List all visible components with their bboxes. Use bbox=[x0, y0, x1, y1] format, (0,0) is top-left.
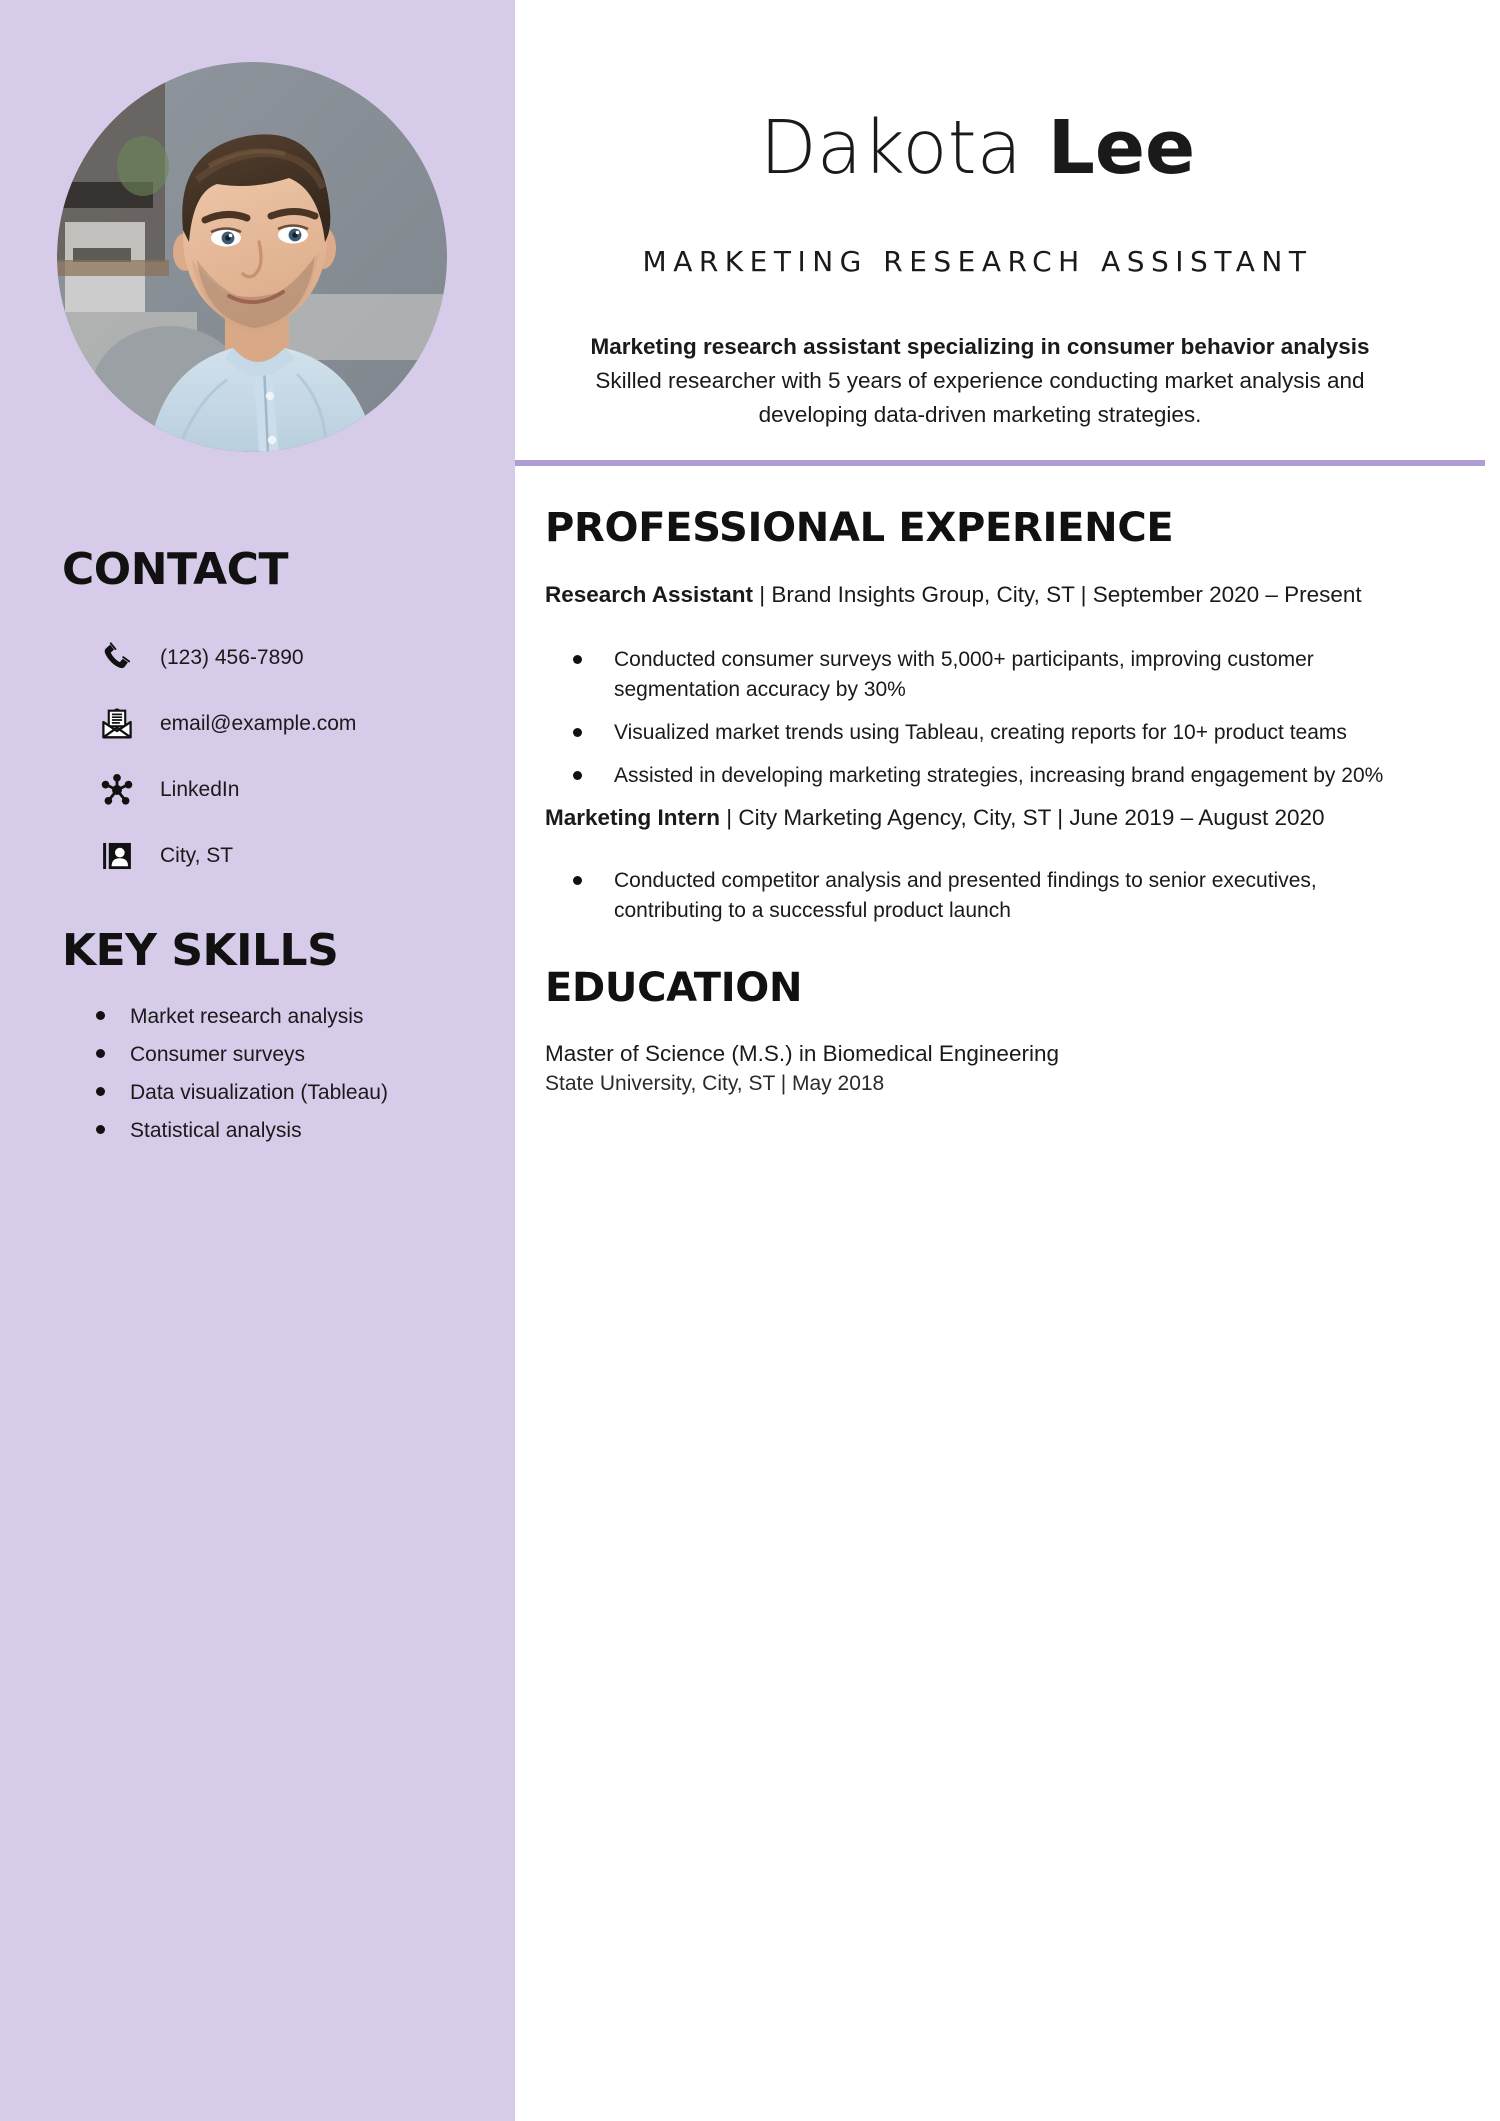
contact-item-phone[interactable] bbox=[96, 625, 496, 691]
list-item bbox=[573, 645, 1453, 705]
skill-label: Market research analysis bbox=[130, 1005, 364, 1028]
skill-item bbox=[96, 1081, 496, 1119]
bullet-text: Conducted competitor analysis and presented findings to senior executives, contributing to a successful product launch bbox=[614, 869, 1317, 922]
network-icon bbox=[96, 769, 138, 811]
experience-role: Marketing Intern bbox=[545, 805, 721, 830]
contact-value-linkedin: LinkedIn bbox=[160, 778, 240, 801]
education-heading: EDUCATION bbox=[545, 965, 803, 1011]
skills-list bbox=[96, 1005, 496, 1157]
envelope-icon bbox=[96, 703, 138, 745]
experience-bullets bbox=[573, 866, 1453, 939]
given-name: Dakota bbox=[759, 105, 1022, 191]
bullet-icon bbox=[96, 1049, 105, 1058]
summary-lead: Marketing research assistant specializing in consumer behavior analysis bbox=[590, 334, 1370, 359]
experience-meta: | Brand Insights Group, City, ST | September 2020 – Present bbox=[753, 582, 1362, 607]
bullet-icon bbox=[573, 655, 582, 664]
bullet-icon bbox=[573, 728, 582, 737]
page-title bbox=[515, 105, 1440, 191]
experience-entry-header bbox=[545, 803, 1465, 833]
experience-entry-header bbox=[545, 580, 1465, 610]
bullet-text: Conducted consumer surveys with 5,000+ participants, improving customer segmentation accuracy by 30% bbox=[614, 648, 1314, 701]
education-entry bbox=[545, 1038, 1465, 1099]
avatar bbox=[57, 62, 447, 452]
skill-item bbox=[96, 1043, 496, 1081]
list-item bbox=[573, 761, 1453, 791]
contact-value-email: email@example.com bbox=[160, 712, 357, 735]
contact-list bbox=[96, 625, 496, 889]
sidebar bbox=[0, 0, 515, 2121]
experience-role: Research Assistant bbox=[545, 582, 754, 607]
skill-item bbox=[96, 1005, 496, 1043]
skill-label: Consumer surveys bbox=[130, 1043, 306, 1066]
experience-heading: PROFESSIONAL EXPERIENCE bbox=[545, 505, 1174, 551]
header-divider bbox=[515, 460, 1485, 466]
education-degree: Master of Science (M.S.) in Biomedical Engineering bbox=[545, 1041, 1059, 1066]
experience-meta: | City Marketing Agency, City, ST | June 2019 – August 2020 bbox=[720, 805, 1325, 830]
profile-summary bbox=[545, 330, 1415, 432]
bullet-icon bbox=[96, 1087, 105, 1096]
family-name: Lee bbox=[1047, 105, 1196, 191]
skill-label: Statistical analysis bbox=[130, 1119, 302, 1142]
contact-item-location[interactable] bbox=[96, 823, 496, 889]
id-card-icon bbox=[96, 835, 138, 877]
bullet-text: Assisted in developing marketing strategies, increasing brand engagement by 20% bbox=[614, 764, 1384, 787]
contact-item-linkedin[interactable] bbox=[96, 757, 496, 823]
education-school: State University, City, ST | May 2018 bbox=[545, 1072, 885, 1095]
portrait-photo bbox=[57, 62, 447, 452]
contact-value-phone: (123) 456-7890 bbox=[160, 646, 304, 669]
skill-item bbox=[96, 1119, 496, 1157]
bullet-text: Visualized market trends using Tableau, creating reports for 10+ product teams bbox=[614, 721, 1347, 744]
skills-heading: KEY SKILLS bbox=[62, 925, 339, 976]
experience-bullets bbox=[573, 645, 1453, 804]
phone-icon bbox=[96, 637, 138, 679]
bullet-icon bbox=[96, 1011, 105, 1020]
bullet-icon bbox=[96, 1125, 105, 1134]
contact-heading: CONTACT bbox=[62, 544, 288, 595]
contact-value-location: City, ST bbox=[160, 844, 234, 867]
skill-label: Data visualization (Tableau) bbox=[130, 1081, 388, 1104]
bullet-icon bbox=[573, 771, 582, 780]
job-title: MARKETING RESEARCH ASSISTANT bbox=[642, 245, 1313, 278]
list-item bbox=[573, 718, 1453, 748]
bullet-icon bbox=[573, 876, 582, 885]
summary-body: Skilled researcher with 5 years of experience conducting market analysis and developing data-driven marketing strategies. bbox=[595, 368, 1365, 427]
main-column bbox=[515, 0, 1500, 2121]
list-item bbox=[573, 866, 1453, 926]
contact-item-email[interactable] bbox=[96, 691, 496, 757]
